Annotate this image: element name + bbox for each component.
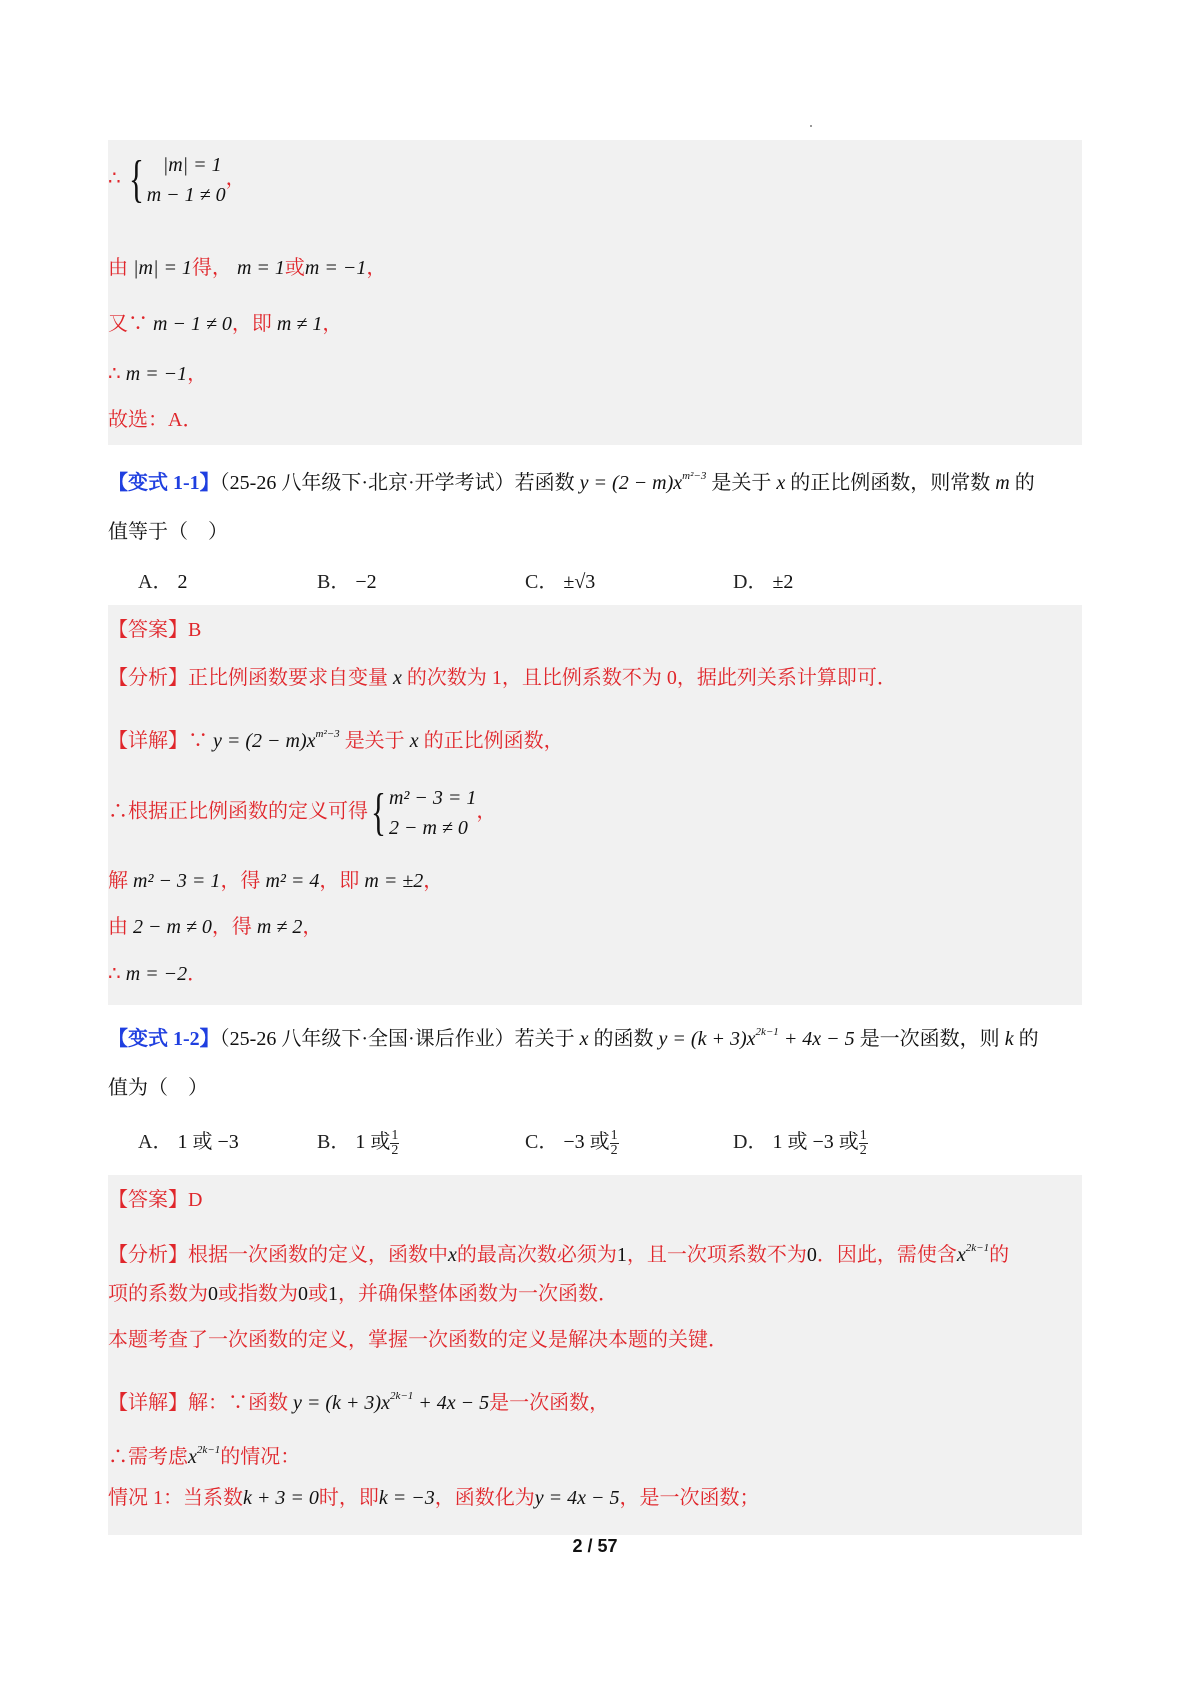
question-tag: 【变式 1-1】	[108, 472, 220, 494]
text: 的	[989, 1244, 1010, 1266]
function-expression: y = (k + 3)x	[293, 1392, 390, 1414]
number: 0	[208, 1283, 218, 1305]
question-tag: 【变式 1-2】	[108, 1028, 220, 1050]
text: 或指数为	[218, 1283, 298, 1305]
option-d[interactable]	[733, 568, 793, 596]
variable: k	[1004, 1028, 1014, 1050]
analysis-line	[108, 664, 897, 692]
text: ，并确保整体函数为一次函数．	[338, 1283, 618, 1305]
variable: x	[776, 472, 786, 494]
because-symbol: ∵	[188, 730, 208, 752]
option-value: 1 或	[355, 1131, 391, 1153]
system-eq-1: |m| = 1	[162, 154, 222, 176]
exponent: 2k−1	[196, 1444, 221, 1456]
text: 时，即	[318, 1487, 379, 1509]
text: ，即	[319, 870, 360, 892]
text: ，	[423, 870, 444, 892]
text: 正比例函数要求自变量	[188, 667, 388, 689]
question-1-1-stem-cont: 值等于（ ）	[108, 521, 228, 543]
math: m² = 4	[265, 870, 320, 892]
option-d[interactable]	[733, 1128, 868, 1158]
text: 的次数为 1，且比例系数不为 0，据此列关系计算即可．	[406, 667, 897, 689]
punctuation: ，	[476, 800, 497, 823]
page-indicator: 2 / 57	[572, 1536, 618, 1556]
text: 是一次函数，	[489, 1392, 610, 1414]
question-1-2-stem	[108, 1018, 1039, 1053]
detail-line	[108, 1382, 609, 1417]
text: 情况 1：当系数	[108, 1487, 243, 1509]
number: 1	[328, 1283, 338, 1305]
exponent: m²−3	[315, 728, 340, 740]
system-eq-2: 2 − m ≠ 0	[388, 817, 468, 839]
exponent: 2k−1	[755, 1026, 779, 1038]
option-value: 1 或 −3 或	[772, 1131, 859, 1153]
analysis-tag: 【分析】	[108, 1244, 188, 1266]
text: ，得	[220, 870, 261, 892]
fraction-one-half: $\frac{1}{2}$	[859, 1127, 867, 1158]
number: 0	[806, 1244, 817, 1266]
option-a[interactable]	[138, 568, 187, 596]
text: 若函数	[514, 472, 575, 494]
fraction-one-half: $\frac{1}{2}$	[610, 1127, 618, 1158]
function-expression: y = (2 − m)x	[579, 472, 683, 494]
text: ∴根据正比例函数的定义可得	[108, 800, 368, 823]
solution-block-3	[108, 1175, 1082, 1535]
therefore-symbol: ∴	[108, 363, 121, 385]
text: ，	[322, 313, 343, 335]
solution-line	[108, 254, 386, 282]
variable: m	[995, 472, 1010, 494]
detail-line	[108, 1436, 300, 1471]
text: 的	[1014, 472, 1035, 494]
text: ，且一次项系数不为	[626, 1244, 807, 1266]
text: 的正比例函数，	[423, 730, 564, 752]
function-expression: y = (2 − m)x	[213, 730, 316, 752]
detail-line	[108, 913, 322, 941]
exponent: 2k−1	[965, 1242, 990, 1254]
text: ，是一次函数；	[619, 1487, 760, 1509]
answer-value: B	[188, 619, 202, 641]
detail-line	[108, 867, 443, 895]
therefore-symbol: ∴	[108, 167, 121, 190]
detail-line	[108, 720, 564, 755]
text: 由	[108, 257, 128, 279]
text: 解	[108, 870, 128, 892]
detail-tag: 【详解】	[108, 1392, 188, 1414]
answer-line	[108, 1186, 202, 1214]
punctuation: ，	[225, 167, 246, 190]
text: ，得	[211, 916, 252, 938]
text: 是关于	[711, 472, 772, 494]
text: ．	[187, 963, 208, 985]
option-a[interactable]	[138, 1128, 239, 1156]
analysis-line-2	[108, 1280, 618, 1308]
function-tail: + 4x − 5	[778, 1028, 855, 1050]
option-c[interactable]	[525, 568, 595, 596]
detail-line	[108, 1484, 760, 1512]
text: 或	[284, 257, 305, 279]
math: 2 − m ≠ 0	[133, 916, 212, 938]
option-value: −3 或	[563, 1131, 610, 1153]
text: ∴需考虑	[108, 1446, 188, 1468]
system-eq-1: m² − 3 = 1	[388, 787, 477, 809]
therefore-symbol: ∴	[108, 963, 121, 985]
analysis-line-3: 本题考查了一次函数的定义，掌握一次函数的定义是解决本题的关键．	[108, 1329, 728, 1351]
page-marker-dot	[810, 125, 812, 127]
number: 1	[616, 1244, 627, 1266]
text: ，	[302, 916, 323, 938]
math: m ≠ 2	[256, 916, 303, 938]
option-label: C．	[525, 571, 559, 593]
math: m = −1	[125, 363, 188, 385]
option-label: C．	[525, 1131, 559, 1153]
text: ，函数化为	[434, 1487, 535, 1509]
math: |m| = 1	[133, 257, 192, 279]
equation-system	[368, 783, 476, 843]
option-b[interactable]	[317, 1128, 399, 1158]
solution-line	[108, 360, 207, 388]
variable: x	[956, 1244, 966, 1266]
option-label: B．	[317, 1131, 351, 1153]
variable: x	[188, 1446, 197, 1468]
system-eq-2: m − 1 ≠ 0	[146, 184, 226, 206]
analysis-tag: 【分析】	[108, 667, 188, 689]
text: 项的系数为	[108, 1283, 208, 1305]
text: 根据一次函数的定义，函数中	[188, 1244, 448, 1266]
text: 的函数	[593, 1028, 654, 1050]
function-expression: y = (k + 3)x	[658, 1028, 756, 1050]
answer-tag: 【答案】	[108, 619, 188, 641]
variable: x	[409, 730, 419, 752]
text: 或	[308, 1283, 328, 1305]
option-value: −2	[355, 571, 377, 593]
math: m = 1	[236, 257, 285, 279]
detail-system-line	[108, 783, 496, 843]
exponent: m²−3	[682, 470, 707, 482]
choice-conclusion: 故选：A．	[108, 409, 203, 431]
math: m² − 3 = 1	[133, 870, 221, 892]
text: 的最高次数必须为	[456, 1244, 617, 1266]
text: 是一次函数，则	[859, 1028, 1000, 1050]
solution-block-1	[108, 140, 1082, 445]
detail-line	[108, 960, 207, 988]
text: ，	[366, 257, 387, 279]
option-label: D．	[733, 1131, 768, 1153]
question-source: （25-26 八年级下·全国·课后作业）	[219, 1028, 515, 1050]
variable: x	[579, 1028, 589, 1050]
left-brace-icon: {	[370, 784, 386, 841]
text: 得，	[191, 257, 232, 279]
text: 又∵	[108, 313, 148, 335]
option-value: ±√3	[563, 571, 596, 593]
question-1-2-stem-cont: 值为（ ）	[108, 1077, 208, 1099]
analysis-line	[108, 1234, 1009, 1269]
text: 是关于	[344, 730, 405, 752]
solution-line	[108, 310, 342, 338]
option-label: A．	[138, 1131, 173, 1153]
number: 0	[298, 1283, 308, 1305]
function-tail: + 4x − 5	[413, 1392, 490, 1414]
answer-value: D	[188, 1189, 203, 1211]
left-brace-icon: {	[128, 151, 144, 208]
option-label: A．	[138, 571, 173, 593]
option-value: 2	[177, 571, 188, 593]
question-1-1-stem	[108, 462, 1035, 497]
text: 的情况：	[220, 1446, 301, 1468]
math: m = −1	[304, 257, 367, 279]
math: k + 3 = 0	[243, 1487, 319, 1509]
exponent: 2k−1	[389, 1390, 414, 1402]
text: 解：∵函数	[188, 1392, 288, 1414]
text: 由	[108, 916, 128, 938]
detail-tag: 【详解】	[108, 730, 188, 752]
option-c[interactable]	[525, 1128, 619, 1158]
text: ．因此，需使含	[816, 1244, 957, 1266]
option-label: D．	[733, 571, 768, 593]
text: 的	[1018, 1028, 1039, 1050]
fraction-one-half: $\frac{1}{2}$	[391, 1127, 399, 1158]
option-value: 1 或 −3	[177, 1131, 239, 1153]
math: m − 1 ≠ 0	[153, 313, 232, 335]
math: y = 4x − 5	[534, 1487, 620, 1509]
option-value: ±2	[772, 571, 794, 593]
math: m = −2	[125, 963, 188, 985]
answer-line	[108, 616, 201, 644]
text: ，	[187, 363, 208, 385]
math: k = −3	[378, 1487, 435, 1509]
option-b[interactable]	[317, 568, 377, 596]
option-label: B．	[317, 571, 351, 593]
question-source: （25-26 八年级下·北京·开学考试）	[219, 472, 515, 494]
math: m = ±2	[364, 870, 424, 892]
variable: x	[448, 1244, 457, 1266]
system-line	[108, 150, 246, 210]
answer-tag: 【答案】	[108, 1189, 188, 1211]
text: 的正比例函数，则常数	[790, 472, 991, 494]
text: 若关于	[514, 1028, 575, 1050]
math: m ≠ 1	[276, 313, 323, 335]
equation-system	[126, 150, 226, 210]
text: ，即	[231, 313, 272, 335]
variable: x	[393, 667, 402, 689]
